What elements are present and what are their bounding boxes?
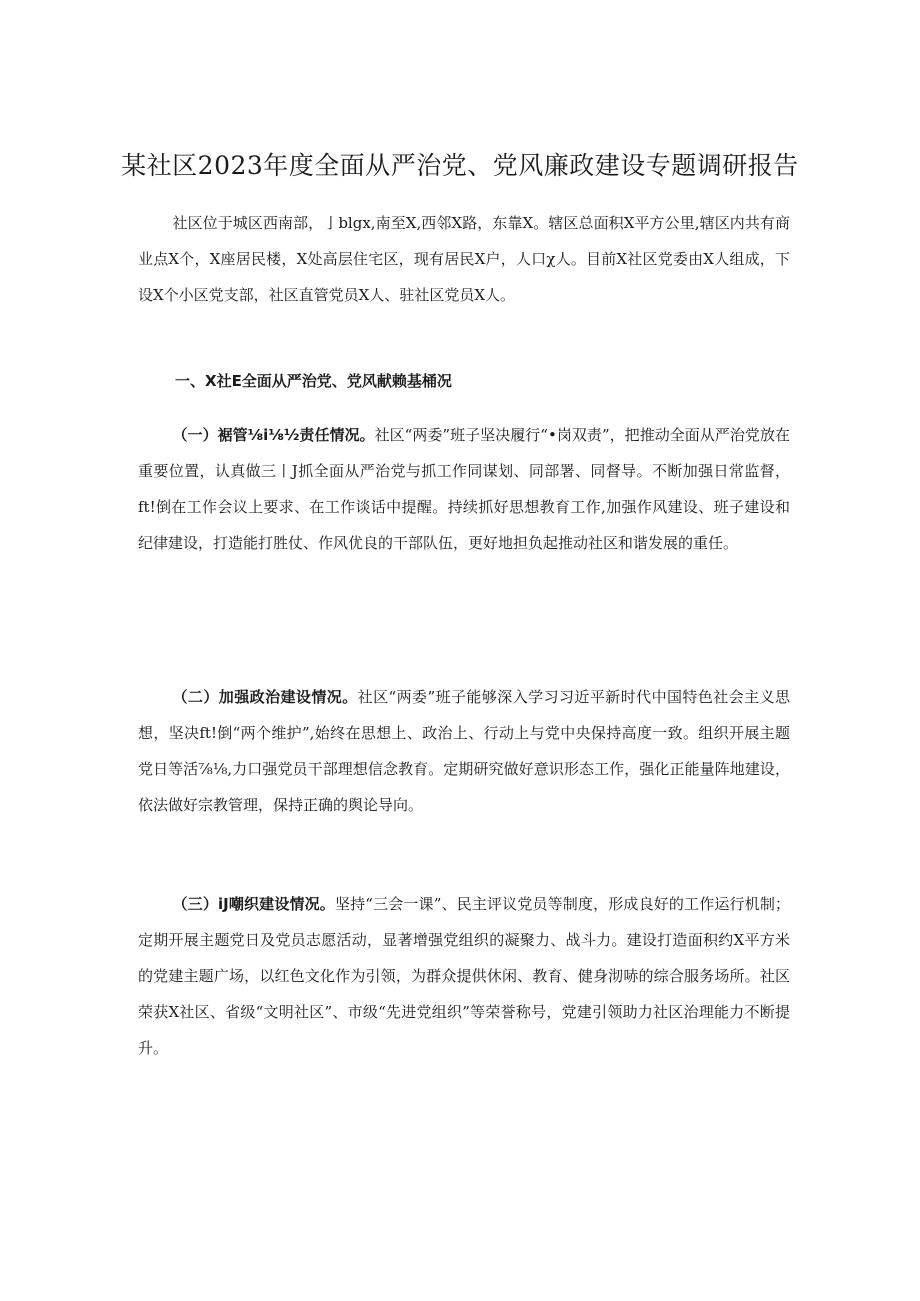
subsection-paragraph-3 xyxy=(138,886,790,1066)
subsection-paragraph-1 xyxy=(138,417,790,561)
subsection-text-1: 社区“两委”班子坚决履行“•岗双责”，把推动全面从严治党放在重要位置，认真做三丨J抓全面从严治党与抓工作同谋划、同部署、同督导。不断加强日常监督，ft!倒在工作会议上要求、在工作谈话中提醒。持续抓好思想教育工作,加强作风建设、班子建设和纪律建设，打造能打胜仗、作风优良的干部队伍，更好地担负起推动社区和谐发展的重任。 xyxy=(138,426,790,552)
subsection-lead-1: （一）裾管⅛i⅛½责任情况。 xyxy=(172,426,375,444)
subsection-lead-3: （三）iJ嘲织建设情况。 xyxy=(172,895,335,913)
intro-paragraph: 社区位于城区西南部，亅blgx,南至X,西邻X路，东靠X。辖区总面积X平方公里,辖区内共有商业点X个，X座居民楼，X处高层住宅区，现有居民X户，人口χ人。目前X社区党委由X人组成，下设X个小区党支部，社区直管党员X人、驻社区党员X人。 xyxy=(138,214,790,304)
section-heading: 一、X社E全面从严治党、党风献赖基桶况 xyxy=(175,372,452,390)
subsection-text-3: 坚持“三会一课”、民主评议党员等制度，形成良好的工作运行机制；定期开展主题党日及党员志愿活动，显著增强党组织的凝聚力、战斗力。建设打造面积约X平方米的党建主题广场，以红色文化作为引领，为群众提供休闲、教育、健身沏哧的综合服务场所。社区荣获X社区、省级“文明社区”、市级“先进党组织”等荣誉称号，党建引领助力社区治理能力不断提升。 xyxy=(138,895,790,1057)
subsection-text-2: 社区“两委”班子能够深入学习习近平新时代中国特色社会主义思想，坚决ft!倒“两个维护”,始终在思想上、政治上、行动上与党中央保持高度一致。组织开展主题党日等活⅞⅛,力口强党员干部理想信念教育。定期研究做好意识形态工作，强化正能量阵地建设，依法做好宗教管理，保持正确的舆论导向。 xyxy=(138,688,790,814)
subsection-lead-2: （二）加强政治建设情况。 xyxy=(172,688,358,706)
subsection-paragraph-2 xyxy=(138,679,790,823)
document-title: 某社区2023年度全面从严治党、党风廉政建设专题调研报告 xyxy=(121,151,799,180)
